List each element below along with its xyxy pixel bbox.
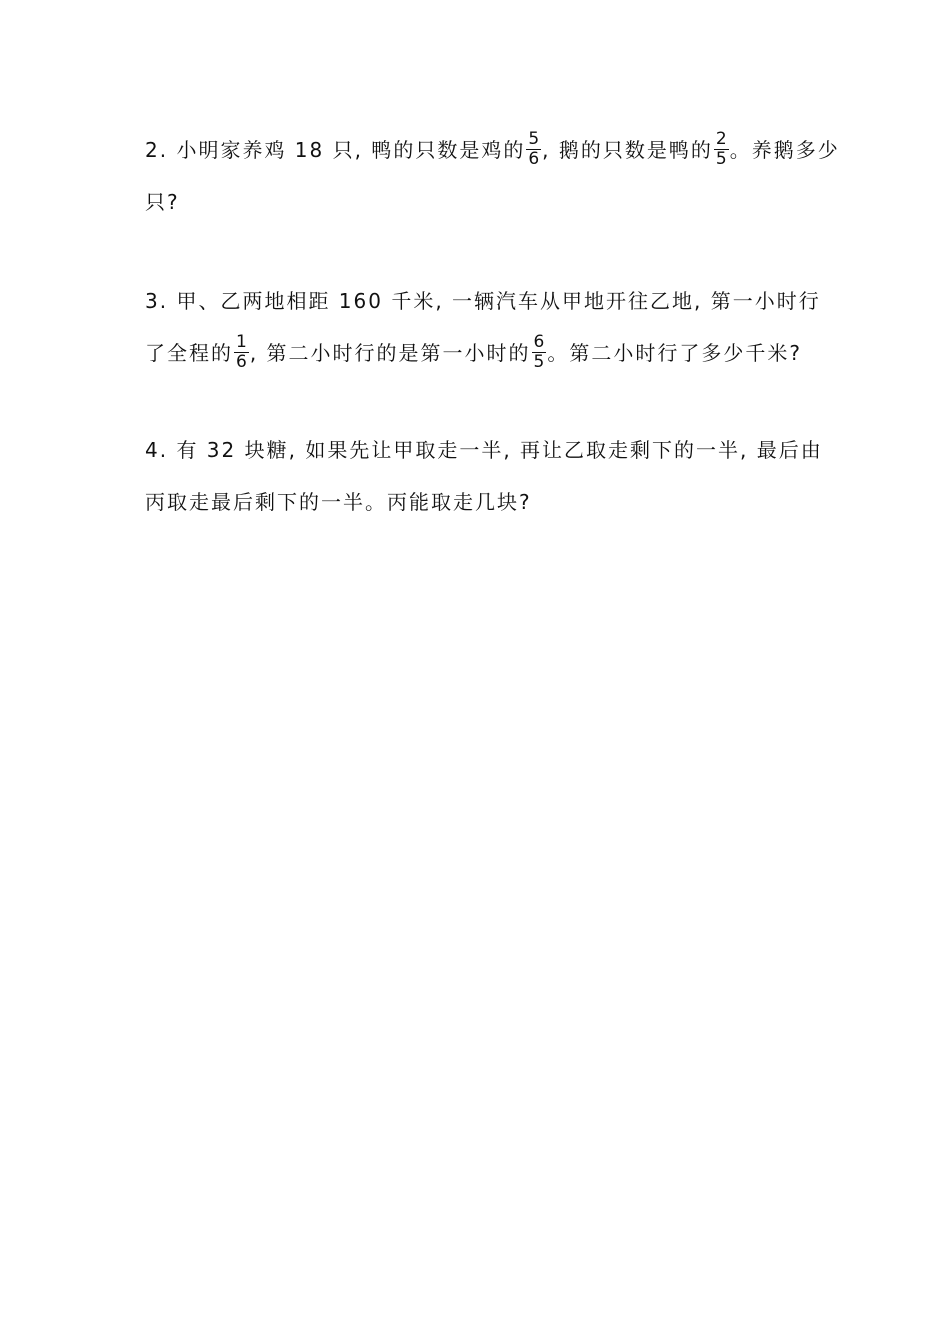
problem-2-line-1 (145, 124, 840, 176)
problem-2-text-a: 2. 小明家养鸡 18 只, 鸭的只数是鸡的 (145, 138, 526, 162)
fraction-six-fifths (532, 333, 547, 372)
problem-4 (145, 424, 823, 528)
fraction-numerator: 5 (528, 129, 540, 149)
problem-4-line-1: 4. 有 32 块糖, 如果先让甲取走一半, 再让乙取走剩下的一半, 最后由 (145, 438, 823, 462)
problem-4-line-2: 丙取走最后剩下的一半。丙能取走几块? (145, 490, 532, 514)
problem-2-line-2: 只? (145, 190, 180, 214)
problem-3-text-c: 。第二小时行了多少千米? (547, 341, 802, 365)
problem-3-line-1: 3. 甲、乙两地相距 160 千米, 一辆汽车从甲地开往乙地, 第一小时行 (145, 289, 821, 313)
problem-2-text-b: , 鹅的只数是鸭的 (542, 138, 713, 162)
fraction-denominator: 5 (533, 352, 545, 372)
fraction-numerator: 1 (236, 332, 247, 352)
fraction-five-sixths (526, 130, 541, 169)
problem-3-text-a: 了全程的 (145, 341, 233, 365)
problem-2-text-c: 。养鹅多少 (729, 138, 840, 162)
fraction-denominator: 6 (528, 149, 540, 169)
problem-3 (145, 275, 821, 379)
fraction-numerator: 2 (715, 129, 727, 149)
problem-3-line-2 (145, 327, 810, 379)
fraction-denominator: 6 (236, 352, 247, 372)
fraction-two-fifths (714, 130, 729, 169)
fraction-one-sixth (234, 333, 249, 372)
fraction-denominator: 5 (715, 149, 727, 169)
fraction-numerator: 6 (533, 332, 545, 352)
problem-2 (145, 124, 840, 228)
problem-3-text-b: , 第二小时行的是第一小时的 (249, 341, 531, 365)
